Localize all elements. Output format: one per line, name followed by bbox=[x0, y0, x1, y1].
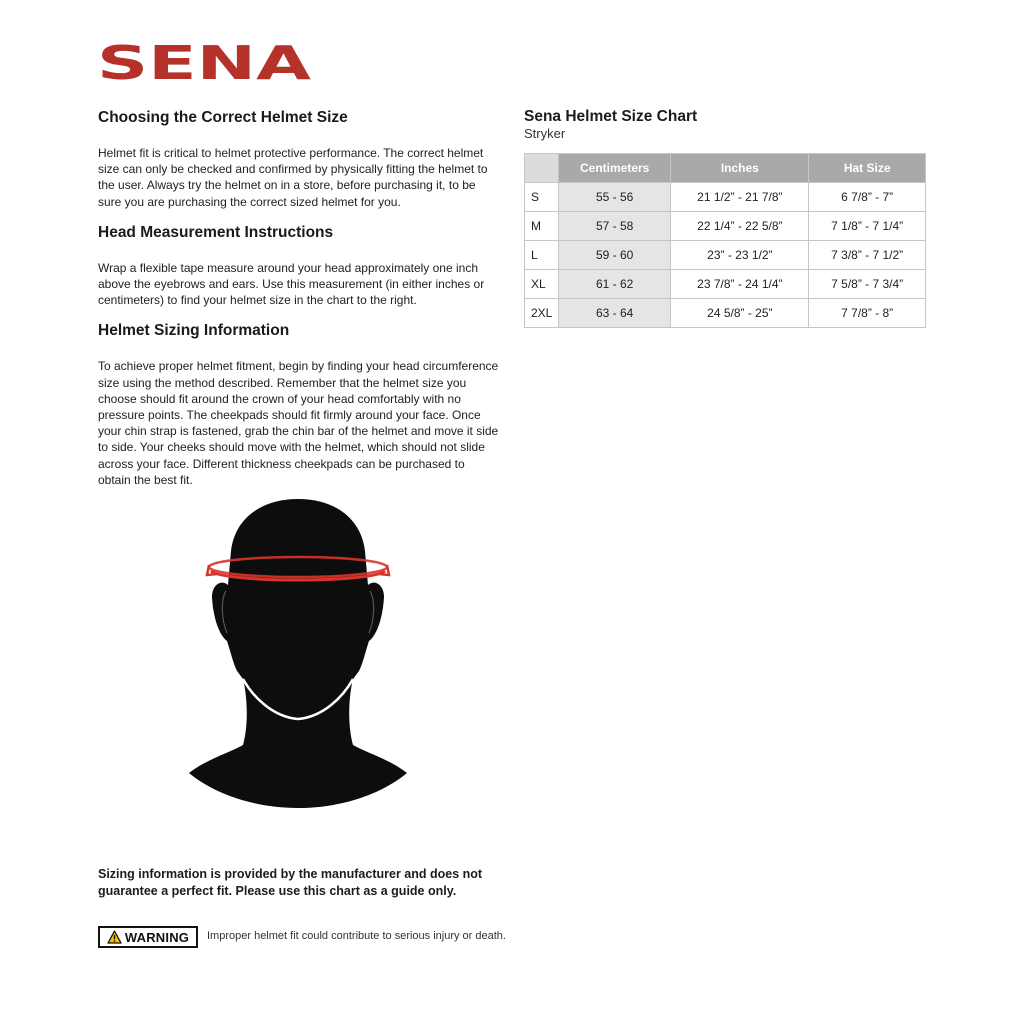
header-centimeters: Centimeters bbox=[559, 154, 671, 183]
section-heading-measurement: Head Measurement Instructions bbox=[98, 223, 334, 241]
warning-badge bbox=[98, 926, 198, 948]
cell-hat-size: 7 3/8” - 7 1/2” bbox=[809, 241, 926, 270]
section-heading-choosing: Choosing the Correct Helmet Size bbox=[98, 109, 348, 126]
section-body-choosing: Helmet fit is critical to helmet protective performance. The correct helmet size can only be checked and confirmed by physically fitting the helmet to the user. Always try the helmet on in a store, before purchasing it, to be sure you are purchasing the correct sized helmet for you. bbox=[98, 146, 488, 209]
table-row bbox=[525, 183, 926, 212]
cell-inches: 22 1/4” - 22 5/8” bbox=[671, 212, 809, 241]
cell-hat-size: 6 7/8” - 7” bbox=[809, 183, 926, 212]
cell-centimeters: 59 - 60 bbox=[559, 241, 671, 270]
header-inches: Inches bbox=[671, 154, 809, 183]
cell-hat-size: 7 7/8” - 8” bbox=[809, 299, 926, 328]
cell-centimeters: 55 - 56 bbox=[559, 183, 671, 212]
table-row bbox=[525, 299, 926, 328]
cell-inches: 21 1/2” - 21 7/8” bbox=[671, 183, 809, 212]
chart-title: Sena Helmet Size Chart bbox=[524, 108, 698, 125]
size-chart bbox=[524, 108, 926, 328]
header-hat-size: Hat Size bbox=[809, 154, 926, 183]
cell-size: XL bbox=[525, 270, 559, 299]
table-row bbox=[525, 212, 926, 241]
warning-triangle-icon bbox=[107, 930, 122, 944]
cell-inches: 23” - 23 1/2” bbox=[671, 241, 809, 270]
cell-centimeters: 63 - 64 bbox=[559, 299, 671, 328]
cell-centimeters: 57 - 58 bbox=[559, 212, 671, 241]
sizing-guide-text bbox=[98, 108, 500, 501]
cell-hat-size: 7 1/8” - 7 1/4” bbox=[809, 212, 926, 241]
section-body-sizing: To achieve proper helmet fitment, begin by finding your head circumference size using the method described. Remember that the helmet size you choose should fit around the crown of your head comfortably with no pressure points. The cheekpads should fit firmly around your face. Once your chin strap is fastened, grab the chin bar of the helmet and move it side to side. Your cheeks should move with the helmet, which should not slide across your face. Different thickness cheekpads can be purchased to obtain the best fit. bbox=[98, 359, 499, 487]
head-silhouette bbox=[189, 499, 407, 808]
head-measurement-icon bbox=[185, 495, 411, 813]
table-row bbox=[525, 241, 926, 270]
cell-inches: 24 5/8” - 25” bbox=[671, 299, 809, 328]
cell-size: M bbox=[525, 212, 559, 241]
table-row bbox=[525, 270, 926, 299]
cell-size: S bbox=[525, 183, 559, 212]
cell-hat-size: 7 5/8” - 7 3/4” bbox=[809, 270, 926, 299]
table-header-row bbox=[525, 154, 926, 183]
size-table bbox=[524, 153, 926, 328]
header-blank bbox=[525, 154, 559, 183]
warning-label: WARNING bbox=[124, 929, 190, 945]
disclaimer: Sizing information is provided by the manufacturer and does not guarantee a perfect fit. Please use this chart as a guide only. bbox=[98, 867, 483, 898]
cell-size: L bbox=[525, 241, 559, 270]
section-body-measurement: Wrap a flexible tape measure around your head approximately one inch above the eyebrows and ears. Use this measurement (in either inches or centimeters) to find your helmet size in the chart to the right. bbox=[98, 260, 485, 308]
cell-inches: 23 7/8” - 24 1/4” bbox=[671, 270, 809, 299]
section-heading-sizing: Helmet Sizing Information bbox=[98, 322, 290, 340]
chart-subtitle: Stryker bbox=[524, 126, 566, 141]
cell-size: 2XL bbox=[525, 299, 559, 328]
sena-logo bbox=[97, 40, 313, 82]
cell-centimeters: 61 - 62 bbox=[559, 270, 671, 299]
warning-message: Improper helmet fit could contribute to serious injury or death. bbox=[207, 930, 506, 942]
svg-text:SENA: SENA bbox=[97, 40, 312, 82]
